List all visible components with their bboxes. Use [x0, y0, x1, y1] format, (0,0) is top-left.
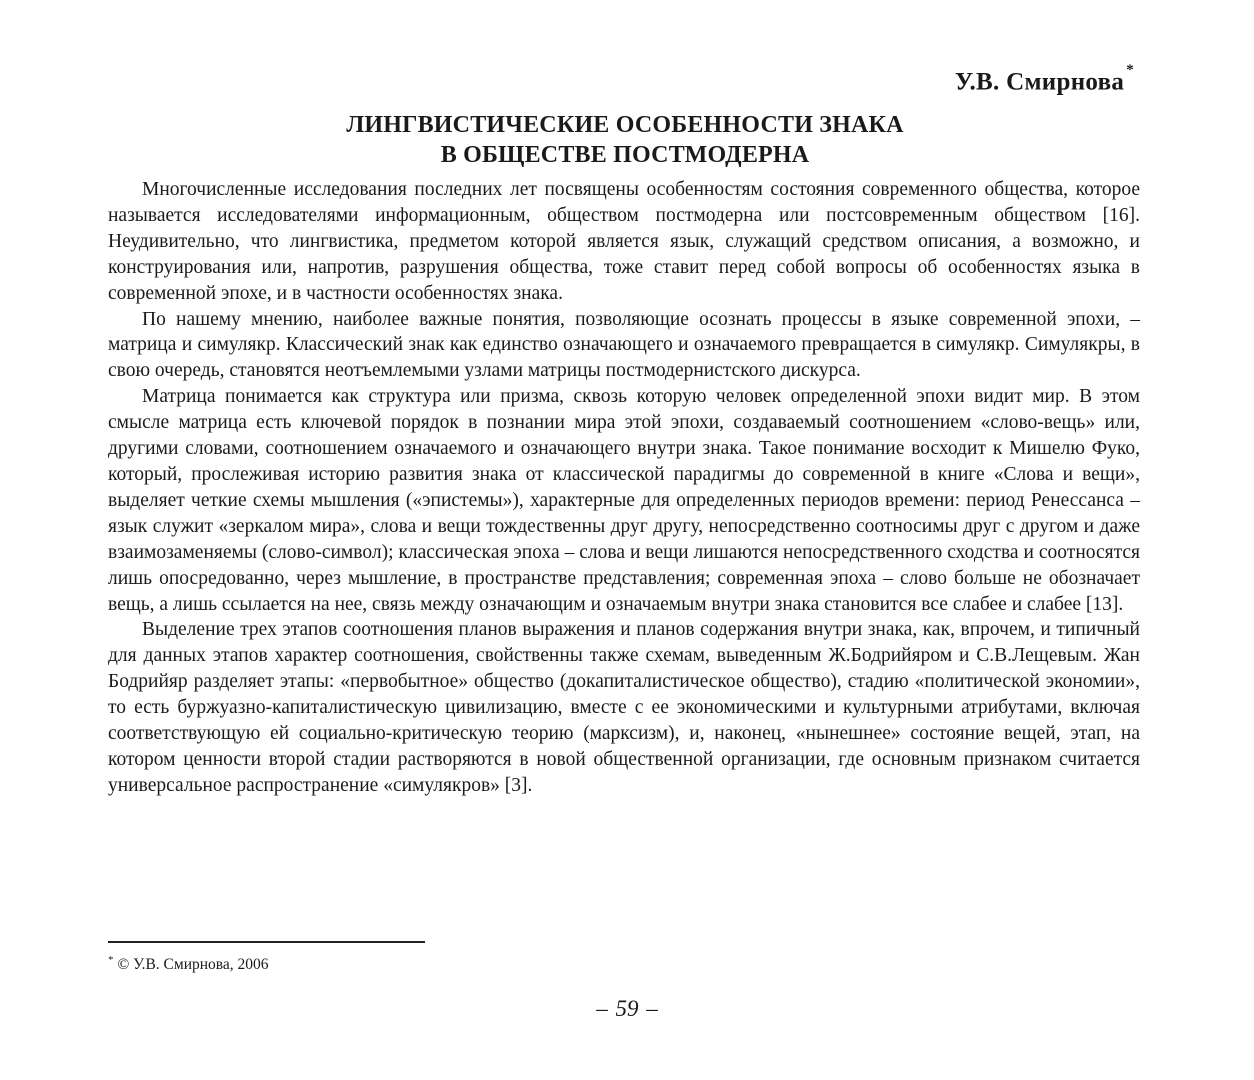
title-line-1: ЛИНГВИСТИЧЕСКИЕ ОСОБЕННОСТИ ЗНАКА [346, 112, 904, 138]
paragraph-2: По нашему мнению, наиболее важные понятия, позволяющие осознать процессы в языке современной эпохи, – матрица и симулякр. Классический знак как единство означающего и означаемого превращается в симулякр. Симулякры, в свою очередь, становятся неотъемлемыми узлами матрицы постмодернистского дискурса. [108, 308, 1140, 382]
page-number-dash-right: – [646, 996, 658, 1021]
footnote-separator [108, 941, 425, 943]
page-number-dash-left: – [596, 996, 608, 1021]
title-line-2: В ОБЩЕСТВЕ ПОСТМОДЕРНА [440, 142, 810, 168]
footnote [108, 954, 269, 974]
page-number-value: 59 [615, 996, 639, 1021]
article-body [108, 177, 1140, 799]
footnote-marker: * [1126, 62, 1134, 78]
paragraph-3: Матрица понимается как структура или призма, сквозь которую человек определенной эпохи видит мир. В этом смысле матрица есть ключевой порядок в познании мира этой эпохи, создаваемый соотношением «слово-вещь» или, другими словами, соотношением означаемого и означающего внутри знака. Такое понимание восходит к Мишелю Фуко, который, прослеживая историю развития знака от классической парадигмы до современной в книге «Слова и вещи», выделяет четкие схемы мышления («эпистемы»), характерные для определенных периодов времени: период Ренессанса – язык служит «зеркалом мира», слова и вещи тождественны друг другу, непосредственно соотносимы друг с другом и даже взаимозаменяемы (слово-символ); классическая эпоха – слова и вещи лишаются непосредственного сходства и соотносятся лишь опосредованно, через мышление, в пространстве представления; современная эпоха – слово больше не обозначает вещь, а лишь ссылается на нее, связь между означающим и означаемым внутри знака становится все слабее и слабее [13]. [108, 386, 1140, 615]
paragraph-1: Многочисленные исследования последних лет посвящены особенностям состояния современного общества, которое называется исследователями информационным, обществом постмодерна или постсовременным обществом [16]. Неудивительно, что лингвистика, предметом которой является язык, служащий средством описания, а возможно, и конструирования или, напротив, разрушения общества, тоже ставит перед собой вопросы об особенностях языка в современной эпохе, и в частности особенностях знака. [108, 179, 1140, 304]
paragraph-4: Выделение трех этапов соотношения планов выражения и планов содержания внутри знака, как, впрочем, и типичный для данных этапов характер соотношения, свойственны также схемам, выведенным Ж.Бодрийяром и С.В.Лещевым. Жан Бодрийяр разделяет этапы: «первобытное» общество (докапиталистическое общество), стадию «политической экономии», то есть буржуазно-капиталистическую цивилизацию, вместе с ее экономическими и культурными атрибутами, включая соответствующую ей социально-критическую теорию (марксизм), и, наконец, «нынешнее» состояние вещей, этап, на котором ценности второй стадии растворяются в новой общественной организации, где основным признаком считается универсальное распространение «симулякров» [3]. [108, 619, 1140, 796]
author-text: У.В. Смирнова [954, 68, 1125, 96]
author-name [954, 62, 1134, 96]
footnote-text: © У.В. Смирнова, 2006 [117, 956, 269, 974]
page-number [0, 996, 1254, 1022]
article-title [110, 110, 1140, 170]
footnote-mark: * [108, 954, 114, 966]
